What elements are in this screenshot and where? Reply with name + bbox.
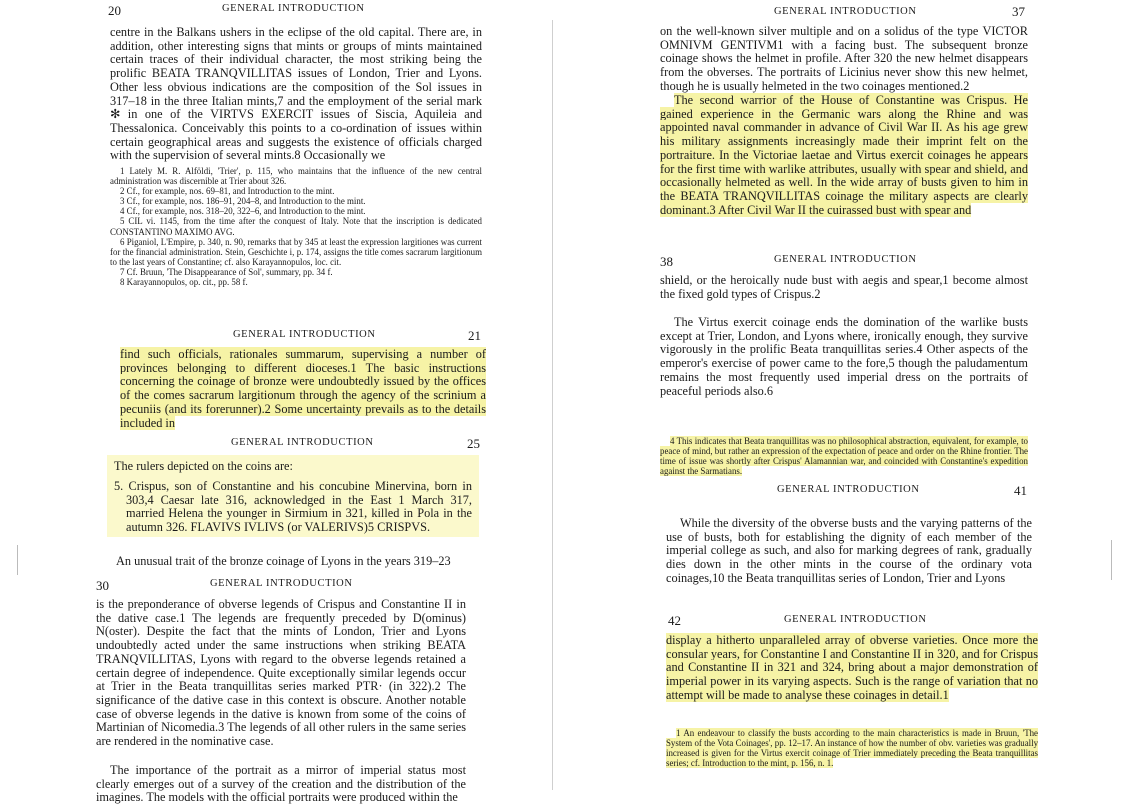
body-text: display a hitherto unparalleled array of obverse varieties. Once more the consular years, for Constantine I and Constantine II in 320, and for Crispus and Constantine II in 321 and 324, bring about a major demonstration of imperial power in its varying aspects. Such is the range of variation that no attempt will be made to analyse these coinages in detail.1 — [666, 633, 1038, 702]
running-header: GENERAL INTRODUCTION — [210, 578, 353, 589]
body-text: The second warrior of the House of Constantine was Crispus. He gained experience in the Germanic wars along the Rhine and was appointed naval commander in advance of Civil War II. As his age grew his military assignments increasingly made their imprint felt on the portraiture. In the Victoriae laetae and Virtus exercit coinages he appears for the first time with warlike attributes, usually with spear and shield, and occasionally helmeted as well. In the wide array of busts given to him in the BEATA TRANQVILLITAS coinage the military aspects are clearly dominant.3 After Civil War II the cuirassed bust with spear and — [660, 93, 1028, 217]
footnote-2: 2 Cf., for example, nos. 69–81, and Introduction to the mint. — [120, 186, 335, 197]
page-number: 38 — [660, 254, 673, 269]
body-paragraph: shield, or the heroically nude bust with aegis and spear,1 become almost the fixed gold types of Crispus.2 — [660, 273, 1028, 301]
page-number: 42 — [668, 613, 681, 628]
running-header: GENERAL INTRODUCTION — [777, 484, 920, 495]
body-text: The Virtus exercit coinage ends the domination of the warlike busts except at Trier, London, and Lyons where, ironically enough, they survive vigorously in the prolific Beata tranquillitas series.4 Other aspects of the emperor's exercise of power came to the fore,5 though the paludamentum remains the most frequently used imperial dress on the portraits of peaceful periods also.6 — [660, 315, 1028, 398]
body-text: find such officials, rationales summarum, supervising a number of provinces belonging to different dioceses.1 The basic instructions concerning the coinage of bronze were undoubtedly issued by the offices of the comes sacrarum largitionum through the agency of the scrinium a pecuniis (and its forerunner).2 Some uncertainty prevails as to the details included in — [120, 347, 486, 430]
running-header: GENERAL INTRODUCTION — [784, 614, 927, 625]
scan-edge — [1111, 540, 1112, 580]
footnote-8: 8 Karayannopulos, op. cit., pp. 58 f. — [120, 277, 248, 288]
page-number: 30 — [96, 578, 109, 593]
body-paragraph — [120, 348, 486, 430]
column-divider — [552, 20, 553, 790]
running-header: GENERAL INTRODUCTION — [774, 254, 917, 265]
page-number: 21 — [468, 328, 481, 343]
running-header: GENERAL INTRODUCTION — [231, 437, 374, 448]
footnote-7: 7 Cf. Bruun, 'The Disappearance of Sol', summary, pp. 34 f. — [120, 266, 333, 277]
page-number: 41 — [1014, 483, 1027, 498]
running-header: GENERAL INTRODUCTION — [222, 3, 365, 14]
body-text: The importance of the portrait as a mirror of imperial status most clearly emerges out of a survey of the creation and the distribution of the imagines. The models with the official portraits were produced within the — [96, 763, 466, 805]
page-number: 37 — [1012, 4, 1025, 19]
body-text: is the preponderance of obverse legends of Crispus and Constantine II in the dative case.1 The legends are frequently preceded by D(ominus) N(oster). Despite the fact that the mints of London, Trier and Lyons undoubtedly acted under the same instructions when striking BEATA TRANQVILLITAS, Lyons with regard to the obverse legends retained a certain degree of independence. Quite exceptionally similar legends occur at Trier in the Beata tranquillitas series marked PTR· (in 322).2 The significance of the dative case in this context is obscure. Another notable case of obverse legends in the dative is known from some of the coins of Martinian of Nicomedia.3 The legends of all other rulers in the same series are rendered in the nominative case. — [96, 597, 466, 749]
footnote-1: 1 An endeavour to classify the busts according to the main characteristics is made in Bruun, 'The System of the Vota Coinages', pp. 12–17. An instance of how the number of obv. varieties was gradually increased is given for the Virtus exercit coinage of Trier immediately preceding the Beata tranquillitas series; cf. Introduction to the mint, p. 156, n. 1. — [666, 728, 1038, 769]
body-paragraph — [660, 316, 1028, 398]
page-number: 20 — [108, 3, 121, 18]
body-text: centre in the Balkans ushers in the eclipse of the old capital. There are, in addition, other interesting signs that mints or groups of mints maintained certain traces of their individual character, the most striking being the prolific BEATA TRANQVILLITAS issues of London, Trier and Lyons. Other less obvious indications are the composition of the Sol issues in 317–18 in the three Italian mints,7 and the employment of the serial mark ✻ in one of the VIRTVS EXERCIT issues of Siscia, Aquileia and Thessalonica. Conceivably this points to a co-ordination of issues within certain geographical areas and suggests the existence of officials charged with the supervision of several mints.8 Occasionally we — [110, 25, 482, 163]
footnotes — [110, 166, 482, 287]
body-paragraph — [660, 94, 1028, 217]
ruler-entry: 5. Crispus, son of Constantine and his concubine Minervina, born in 303,4 Caesar late 316, acknowledged in the East 1 March 317, married Helena the younger in Sirmium in 321, killed in Pola in the autumn 326. FLAVIVS IVLIVS (or VALERIVS)5 CRISPVS. — [114, 479, 472, 535]
footnote-1: 1 Lately M. R. Alföldi, 'Trier', p. 115, who maintains that the influence of the new central administration was discernible at Trier about 326. — [110, 166, 482, 187]
body-paragraph: While the diversity of the obverse busts and the varying patterns of the use of busts, both for establishing the dignity of each member of the imperial college as such, and also for marking degrees of rank, gradually dies down in the other mints in the course of the ordinary vota coinages,10 the Beata tranquillitas series of London, Trier and Lyons — [666, 516, 1032, 585]
footnote-6: 6 Piganiol, L'Empire, p. 340, n. 90, remarks that by 345 at least the expression largitiones was current for the financial administration. Stein, Geschichte i, p. 174, assigns the title comes sacrarum largitionum to the last years of Constantine; cf. also Karayannopulos, loc. cit. — [110, 236, 482, 267]
footnote-3: 3 Cf., for example, nos. 186–91, 204–8, and Introduction to the mint. — [120, 196, 366, 207]
running-header: GENERAL INTRODUCTION — [774, 6, 917, 17]
body-paragraph — [96, 598, 466, 749]
body-paragraph: on the well-known silver multiple and on a solidus of the type VICTOR OMNIVM GENTIVM1 with a facing bust. The subsequent bronze coinage shows the helmet in profile. After 320 the new helmet disappears from the obverses. The portraits of Licinius never show this new helmet, though he is usually helmeted in the two coinages mentioned.2 — [660, 24, 1028, 93]
paragraph-lead: An unusual trait of the bronze coinage of Lyons in the years 319–23 — [116, 554, 451, 568]
page-fragment-25 — [107, 436, 480, 537]
rulers-intro: The rulers depicted on the coins are: — [114, 459, 293, 473]
scan-edge — [17, 545, 18, 575]
body-paragraph — [666, 634, 1038, 703]
footnote-5: 5 CIL vi. 1145, from the time after the conquest of Italy. Note that the inscription is dedicated CONSTANTINO MAXIMO AVG. — [110, 216, 482, 237]
page-number: 25 — [467, 436, 480, 451]
footnote-4: 4 Cf., for example, nos. 318–20, 322–6, and Introduction to the mint. — [120, 206, 366, 217]
body-paragraph — [110, 26, 482, 163]
running-header: GENERAL INTRODUCTION — [233, 329, 376, 340]
body-paragraph-last — [96, 764, 466, 805]
footnote-4: 4 This indicates that Beata tranquillitas was no philosophical abstraction, equivalent, for example, to peace of mind, but rather an expression of the expectation of peace and order on the Rhine frontier. The time of issue was shortly after Crispus' Alamannian war, and coincided with Constantine's expedition against the Sarmatians. — [660, 436, 1028, 477]
